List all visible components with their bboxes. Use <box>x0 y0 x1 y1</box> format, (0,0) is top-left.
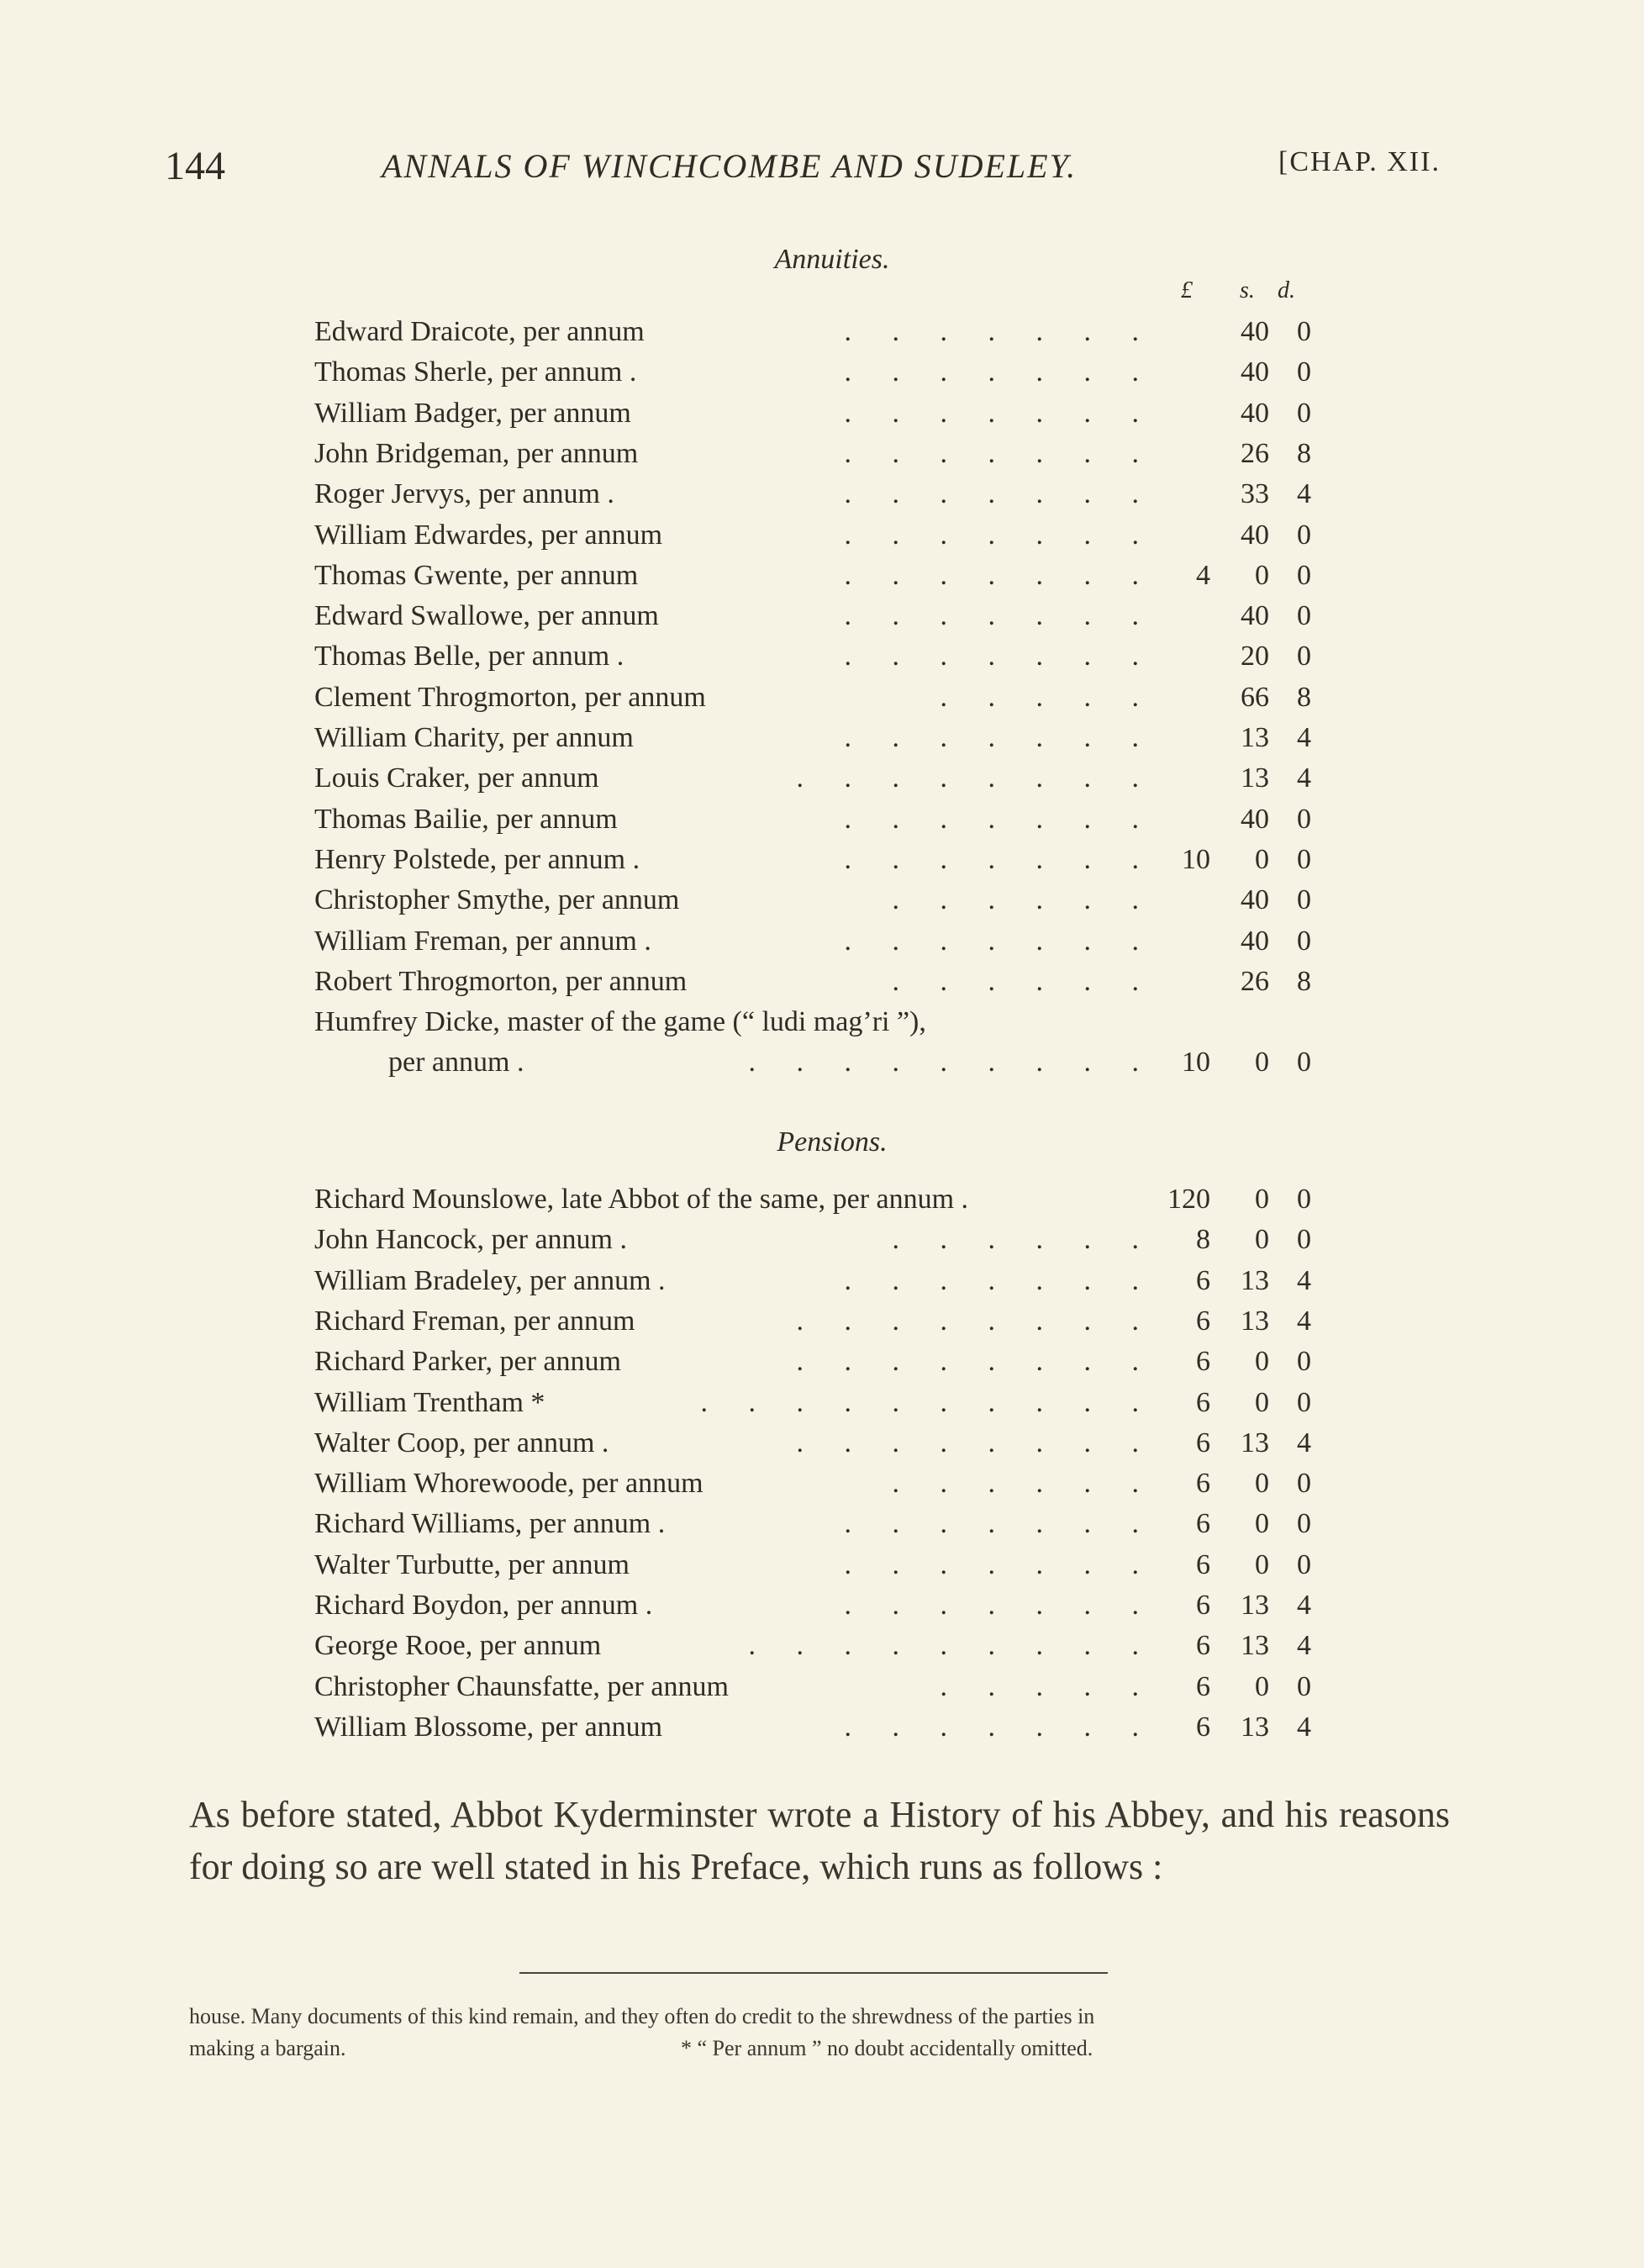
pension-row <box>0 1630 1644 1670</box>
pension-shillings: 0 <box>1255 1184 1269 1215</box>
pension-shillings: 0 <box>1255 1508 1269 1540</box>
pension-dot-leader: . . . . . . . . . <box>748 1630 1156 1662</box>
annuity-row <box>0 1006 1644 1047</box>
annuity-pence: 8 <box>1297 437 1311 469</box>
annuity-shillings: 0 <box>1255 1047 1269 1079</box>
annuity-pence: 0 <box>1297 803 1311 835</box>
annuity-shillings: 13 <box>1241 762 1269 794</box>
annuity-pence: 0 <box>1297 641 1311 672</box>
annuity-pence: 0 <box>1297 600 1311 632</box>
pension-pence: 4 <box>1297 1630 1311 1662</box>
pension-row <box>0 1590 1644 1630</box>
annuities-heading: Annuities. <box>774 244 890 275</box>
annuity-pence: 8 <box>1297 965 1311 997</box>
annuity-row <box>0 804 1644 844</box>
annuity-dot-leader: . . . . . . . <box>844 437 1156 469</box>
pension-pence: 0 <box>1297 1224 1311 1256</box>
pension-shillings: 13 <box>1241 1264 1269 1296</box>
annuity-name: Robert Throgmorton, per annum <box>314 965 688 997</box>
annuity-row <box>0 884 1644 925</box>
annuity-shillings: 40 <box>1241 356 1269 388</box>
pension-pence: 0 <box>1297 1386 1311 1418</box>
page-header <box>165 143 1442 193</box>
annuity-row <box>0 398 1644 438</box>
pension-pounds: 8 <box>1196 1224 1210 1256</box>
annuity-pence: 0 <box>1297 925 1311 957</box>
pension-shillings: 13 <box>1241 1711 1269 1743</box>
pension-dot-leader: . . . . . <box>940 1670 1156 1702</box>
annuity-row <box>0 356 1644 397</box>
annuity-dot-leader: . . . . . . . <box>844 722 1156 753</box>
pension-pence: 0 <box>1297 1508 1311 1540</box>
pension-name: George Rooe, per annum <box>314 1630 602 1662</box>
pension-dot-leader: . . . . . . . <box>844 1548 1156 1580</box>
annuity-pounds: 10 <box>1182 843 1210 875</box>
pension-dot-leader: . . . . . . <box>892 1224 1156 1256</box>
annuity-name: William Charity, per annum <box>314 722 634 753</box>
annuity-pence: 4 <box>1297 722 1311 753</box>
annuity-name: William Freman, per annum . <box>314 925 651 957</box>
annuity-row <box>0 1047 1644 1087</box>
running-title: ANNALS OF WINCHCOMBE AND SUDELEY. <box>382 147 1078 185</box>
annuity-pence: 8 <box>1297 681 1311 713</box>
annuity-name: Thomas Belle, per annum . <box>314 641 624 672</box>
pension-dot-leader: . . . . . . . . <box>796 1346 1156 1378</box>
annuity-row <box>0 682 1644 722</box>
pension-pounds: 120 <box>1167 1184 1210 1215</box>
pension-dot-leader: . . . . . . . <box>844 1264 1156 1296</box>
page-number: 144 <box>165 144 225 188</box>
annuity-pence: 0 <box>1297 843 1311 875</box>
pension-shillings: 13 <box>1241 1305 1269 1337</box>
pension-shillings: 0 <box>1255 1386 1269 1418</box>
annuity-shillings: 13 <box>1241 722 1269 753</box>
pension-name: John Hancock, per annum . <box>314 1224 628 1256</box>
annuity-dot-leader: . . . . . . . <box>844 356 1156 388</box>
annuity-shillings: 40 <box>1241 316 1269 347</box>
pension-pounds: 6 <box>1196 1711 1210 1743</box>
pensions-heading: Pensions. <box>777 1126 888 1158</box>
pension-shillings: 0 <box>1255 1670 1269 1702</box>
chapter-reference: [CHAP. XII. <box>1278 146 1441 177</box>
annuity-pence: 4 <box>1297 762 1311 794</box>
annuity-dot-leader: . . . . . . . <box>844 519 1156 551</box>
annuity-name: Thomas Sherle, per annum . <box>314 356 637 388</box>
pension-shillings: 0 <box>1255 1224 1269 1256</box>
annuity-name: Clement Throgmorton, per annum <box>314 681 706 713</box>
annuity-row <box>0 641 1644 681</box>
annuity-shillings: 40 <box>1241 519 1269 551</box>
pension-row <box>0 1427 1644 1468</box>
annuity-shillings: 33 <box>1241 478 1269 510</box>
annuity-shillings: 66 <box>1241 681 1269 713</box>
annuity-row <box>0 966 1644 1006</box>
annuity-row <box>0 520 1644 560</box>
footnote-divider <box>519 1972 1108 1974</box>
pension-row <box>0 1224 1644 1264</box>
annuity-pounds: 10 <box>1182 1047 1210 1079</box>
annuity-name: Thomas Gwente, per annum <box>314 559 639 591</box>
annuity-pence: 0 <box>1297 397 1311 429</box>
pension-name: Richard Boydon, per annum . <box>314 1590 653 1621</box>
annuity-shillings: 40 <box>1241 397 1269 429</box>
pension-dot-leader: . . . . . . . . <box>796 1427 1156 1458</box>
pension-pence: 4 <box>1297 1427 1311 1458</box>
pension-shillings: 0 <box>1255 1548 1269 1580</box>
pension-row <box>0 1712 1644 1752</box>
pension-row <box>0 1671 1644 1712</box>
pension-pounds: 6 <box>1196 1590 1210 1621</box>
annuity-name: per annum . <box>388 1047 524 1079</box>
pension-name: William Bradeley, per annum . <box>314 1264 666 1296</box>
annuity-name: Humfrey Dicke, master of the game (“ ludi mag’ri ”), <box>314 1006 926 1038</box>
pension-name: Richard Freman, per annum <box>314 1305 635 1337</box>
pension-dot-leader: . . . . . . . <box>844 1508 1156 1540</box>
annuity-row <box>0 560 1644 600</box>
pension-shillings: 13 <box>1241 1630 1269 1662</box>
annuity-dot-leader: . . . . . . . <box>844 803 1156 835</box>
annuity-dot-leader: . . . . . <box>940 681 1156 713</box>
annuity-dot-leader: . . . . . . . <box>844 478 1156 510</box>
annuity-pence: 0 <box>1297 884 1311 916</box>
annuity-pence: 0 <box>1297 519 1311 551</box>
pension-row <box>0 1508 1644 1548</box>
annuity-name: William Edwardes, per annum <box>314 519 663 551</box>
pension-name: Christopher Chaunsfatte, per annum <box>314 1670 729 1702</box>
footnote-line-2-text: making a bargain. <box>189 2036 346 2060</box>
annuity-name: John Bridgeman, per annum <box>314 437 639 469</box>
annuity-shillings: 40 <box>1241 600 1269 632</box>
annuity-shillings: 40 <box>1241 803 1269 835</box>
pension-name: Walter Coop, per annum . <box>314 1427 609 1458</box>
annuity-name: William Badger, per annum <box>314 397 631 429</box>
pension-pence: 4 <box>1297 1590 1311 1621</box>
pension-dot-leader: . . . . . . . . . . <box>700 1386 1156 1418</box>
column-headers <box>0 277 1644 311</box>
annuity-row <box>0 438 1644 478</box>
pension-pounds: 6 <box>1196 1305 1210 1337</box>
pension-shillings: 13 <box>1241 1427 1269 1458</box>
footnote <box>189 2001 1450 2065</box>
annuity-dot-leader: . . . . . . . . . <box>748 1047 1156 1079</box>
annuity-shillings: 40 <box>1241 884 1269 916</box>
annuity-row <box>0 600 1644 641</box>
annuity-name: Edward Draicote, per annum <box>314 316 645 347</box>
annuity-dot-leader: . . . . . . <box>892 965 1156 997</box>
pension-pence: 0 <box>1297 1670 1311 1702</box>
annuity-dot-leader: . . . . . . . . <box>796 762 1156 794</box>
pension-pounds: 6 <box>1196 1468 1210 1500</box>
annuity-name: Roger Jervys, per annum . <box>314 478 614 510</box>
annuity-pence: 0 <box>1297 559 1311 591</box>
pension-shillings: 13 <box>1241 1590 1269 1621</box>
footnote-asterisk-note: * “ Per annum ” no doubt accidentally omitted. <box>681 2036 1093 2060</box>
annuity-shillings: 40 <box>1241 925 1269 957</box>
annuity-name: Edward Swallowe, per annum <box>314 600 659 632</box>
pension-pence: 4 <box>1297 1264 1311 1296</box>
pension-name: Walter Turbutte, per annum <box>314 1548 630 1580</box>
pension-pounds: 6 <box>1196 1670 1210 1702</box>
annuity-row <box>0 316 1644 356</box>
pension-row <box>0 1468 1644 1508</box>
annuity-dot-leader: . . . . . . . <box>844 559 1156 591</box>
annuity-name: Louis Craker, per annum <box>314 762 599 794</box>
pension-name: Richard Parker, per annum <box>314 1346 621 1378</box>
footnote-line-2 <box>189 2033 1450 2065</box>
pension-shillings: 0 <box>1255 1346 1269 1378</box>
pension-name: William Blossome, per annum <box>314 1711 663 1743</box>
annuity-pence: 0 <box>1297 356 1311 388</box>
annuity-name: Christopher Smythe, per annum <box>314 884 680 916</box>
pension-dot-leader: . . . . . . . <box>844 1590 1156 1621</box>
pension-pence: 0 <box>1297 1184 1311 1215</box>
annuity-shillings: 26 <box>1241 437 1269 469</box>
annuity-shillings: 26 <box>1241 965 1269 997</box>
pension-dot-leader: . . . . . . <box>892 1468 1156 1500</box>
annuity-shillings: 0 <box>1255 843 1269 875</box>
pension-row <box>0 1305 1644 1346</box>
pension-shillings: 0 <box>1255 1468 1269 1500</box>
annuity-shillings: 0 <box>1255 559 1269 591</box>
annuity-dot-leader: . . . . . . . <box>844 641 1156 672</box>
pension-pounds: 6 <box>1196 1630 1210 1662</box>
pension-pounds: 6 <box>1196 1346 1210 1378</box>
pension-row <box>0 1265 1644 1305</box>
annuity-pence: 0 <box>1297 1047 1311 1079</box>
annuity-name: Henry Polstede, per annum . <box>314 843 640 875</box>
annuity-dot-leader: . . . . . . <box>892 884 1156 916</box>
annuity-dot-leader: . . . . . . . <box>844 397 1156 429</box>
pension-row <box>0 1549 1644 1590</box>
pension-pounds: 6 <box>1196 1508 1210 1540</box>
annuity-dot-leader: . . . . . . . <box>844 600 1156 632</box>
pension-pence: 0 <box>1297 1468 1311 1500</box>
pension-row <box>0 1184 1644 1224</box>
pension-name: Richard Mounslowe, late Abbot of the same, per annum . <box>314 1184 969 1215</box>
pension-pounds: 6 <box>1196 1264 1210 1296</box>
annuity-pence: 4 <box>1297 478 1311 510</box>
annuity-dot-leader: . . . . . . . <box>844 316 1156 347</box>
annuity-row <box>0 762 1644 803</box>
pension-dot-leader: . . . . . . . . <box>796 1305 1156 1337</box>
annuity-row <box>0 926 1644 966</box>
body-paragraph: As before stated, Abbot Kyderminster wrote a History of his Abbey, and his reasons for doing so are well stated in his Preface, which runs as follows : <box>189 1794 1450 1887</box>
annuity-row <box>0 722 1644 762</box>
footnote-line-1: house. Many documents of this kind remain, and they often do credit to the shrewdness of the parties in <box>189 2004 1095 2028</box>
pension-pounds: 6 <box>1196 1427 1210 1458</box>
annuity-pence: 0 <box>1297 316 1311 347</box>
pension-pence: 0 <box>1297 1548 1311 1580</box>
shillings-column-header: s. <box>1240 277 1255 303</box>
pence-column-header: d. <box>1278 277 1295 303</box>
pounds-column-header: £ <box>1181 277 1193 303</box>
pension-name: William Whorewoode, per annum <box>314 1468 703 1500</box>
annuity-shillings: 20 <box>1241 641 1269 672</box>
pension-name: Richard Williams, per annum . <box>314 1508 666 1540</box>
pension-pence: 4 <box>1297 1305 1311 1337</box>
annuity-row <box>0 844 1644 884</box>
pension-dot-leader: . . . . . . . <box>844 1711 1156 1743</box>
annuity-dot-leader: . . . . . . . <box>844 843 1156 875</box>
annuity-name: Thomas Bailie, per annum <box>314 803 618 835</box>
annuity-row <box>0 478 1644 519</box>
pension-pounds: 6 <box>1196 1548 1210 1580</box>
annuity-dot-leader: . . . . . . . <box>844 925 1156 957</box>
pension-pence: 4 <box>1297 1711 1311 1743</box>
pension-row <box>0 1346 1644 1386</box>
pension-row <box>0 1387 1644 1427</box>
pension-name: William Trentham * <box>314 1386 545 1418</box>
pension-pence: 0 <box>1297 1346 1311 1378</box>
annuity-pounds: 4 <box>1196 559 1210 591</box>
pension-pounds: 6 <box>1196 1386 1210 1418</box>
